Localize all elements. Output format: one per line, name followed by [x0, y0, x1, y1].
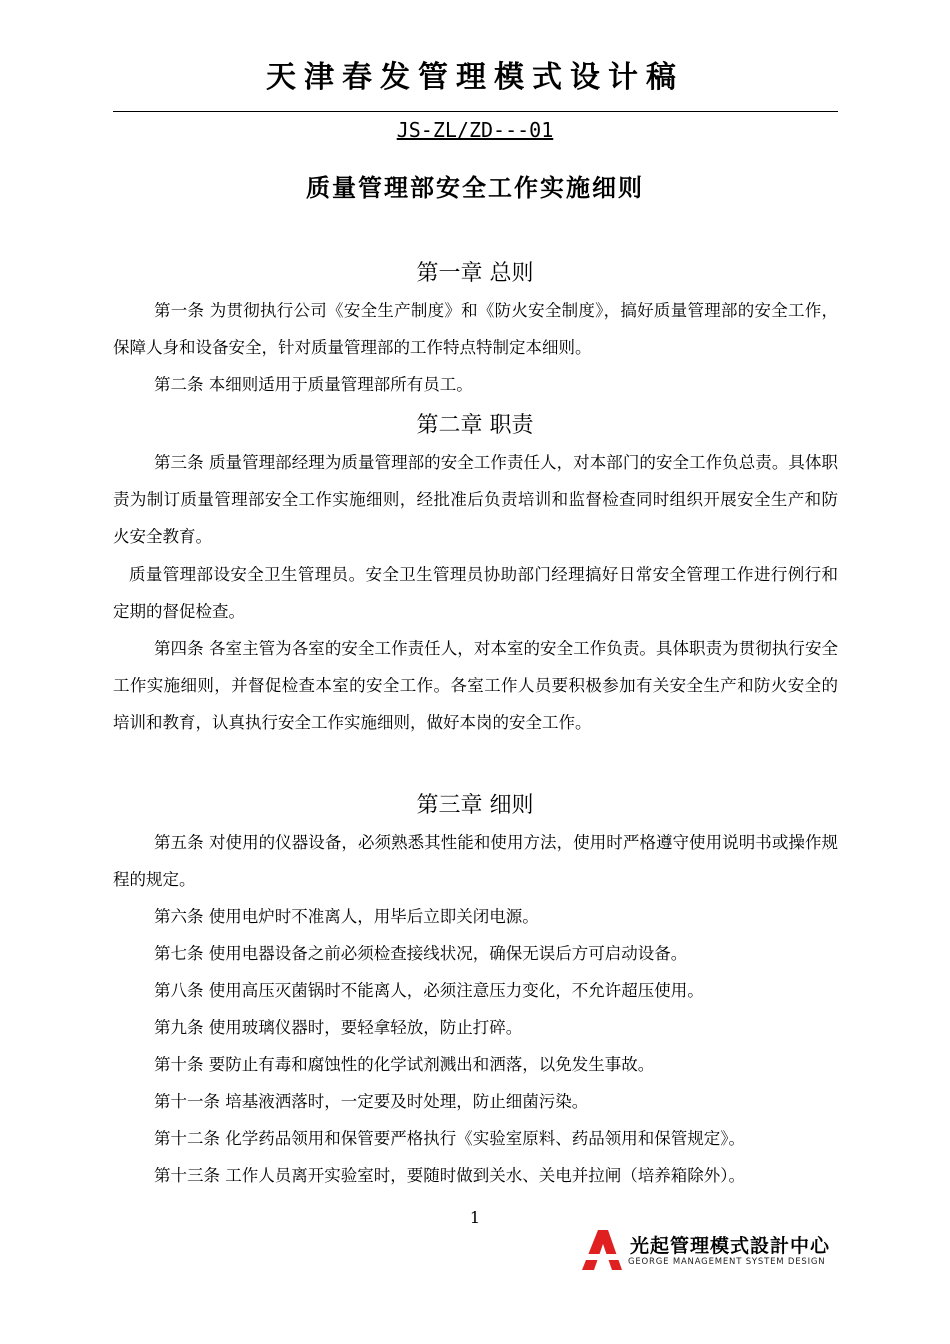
article-paragraph: 第十一条 培基液洒落时，一定要及时处理，防止细菌污染。 [154, 1092, 589, 1111]
header-divider [113, 111, 838, 112]
article-paragraph: 第七条 使用电器设备之前必须检查接线状况，确保无误后方可启动设备。 [154, 944, 688, 963]
article-paragraph: 第八条 使用高压灭菌锅时不能离人，必须注意压力变化，不允许超压使用。 [154, 981, 704, 1000]
document-code: JS-ZL/ZD---01 [396, 118, 554, 142]
article-paragraph: 第十二条 化学药品领用和保管要严格执行《实验室原料、药品领用和保管规定》。 [154, 1129, 745, 1148]
article-paragraph: 第五条 对使用的仪器设备，必须熟悉其性能和使用方法，使用时严格遵守使用说明书或操作规程的规定。 [113, 833, 838, 889]
logo-text-cn: 光起管理模式設計中心 [630, 1235, 831, 1257]
article-paragraph: 质量管理部设安全卫生管理员。安全卫生管理员协助部门经理搞好日常安全管理工作进行例行和定期的督促检查。 [113, 565, 838, 621]
company-logo [580, 1226, 850, 1274]
logo-a-icon [580, 1228, 624, 1272]
article-paragraph: 第二条 本细则适用于质量管理部所有员工。 [154, 375, 473, 394]
header-title: 天津春发管理模式设计稿 [266, 60, 684, 95]
page-number: 1 [469, 1208, 481, 1227]
article-paragraph: 第三条 质量管理部经理为质量管理部的安全工作责任人，对本部门的安全工作负总责。具体职责为制订质量管理部安全工作实施细则，经批准后负责培训和监督检查同时组织开展安全生产和防火安全教育。 [113, 453, 838, 546]
article-paragraph: 第十条 要防止有毒和腐蚀性的化学试剂溅出和洒落，以免发生事故。 [154, 1055, 655, 1074]
logo-text-en: GEORGE MANAGEMENT SYSTEM DESIGN [628, 1257, 826, 1267]
article-paragraph: 第一条 为贯彻执行公司《安全生产制度》和《防火安全制度》，搞好质量管理部的安全工作，保障人身和设备安全，针对质量管理部的工作特点特制定本细则。 [113, 301, 838, 357]
document-title: 质量管理部安全工作实施细则 [306, 174, 644, 202]
chapter-heading: 第二章 职责 [416, 413, 534, 438]
chapter-heading: 第一章 总则 [416, 261, 534, 286]
article-paragraph: 第四条 各室主管为各室的安全工作责任人，对本室的安全工作负责。具体职责为贯彻执行安全工作实施细则，并督促检查本室的安全工作。各室工作人员要积极参加有关安全生产和防火安全的培训和教育，认真执行安全工作实施细则，做好本岗的安全工作。 [113, 639, 838, 732]
chapter-heading: 第三章 细则 [416, 793, 534, 818]
article-paragraph: 第九条 使用玻璃仪器时，要轻拿轻放，防止打碎。 [154, 1018, 523, 1037]
article-paragraph: 第六条 使用电炉时不准离人，用毕后立即关闭电源。 [154, 907, 539, 926]
article-paragraph: 第十三条 工作人员离开实验室时，要随时做到关水、关电并拉闸（培养箱除外）。 [154, 1166, 745, 1185]
